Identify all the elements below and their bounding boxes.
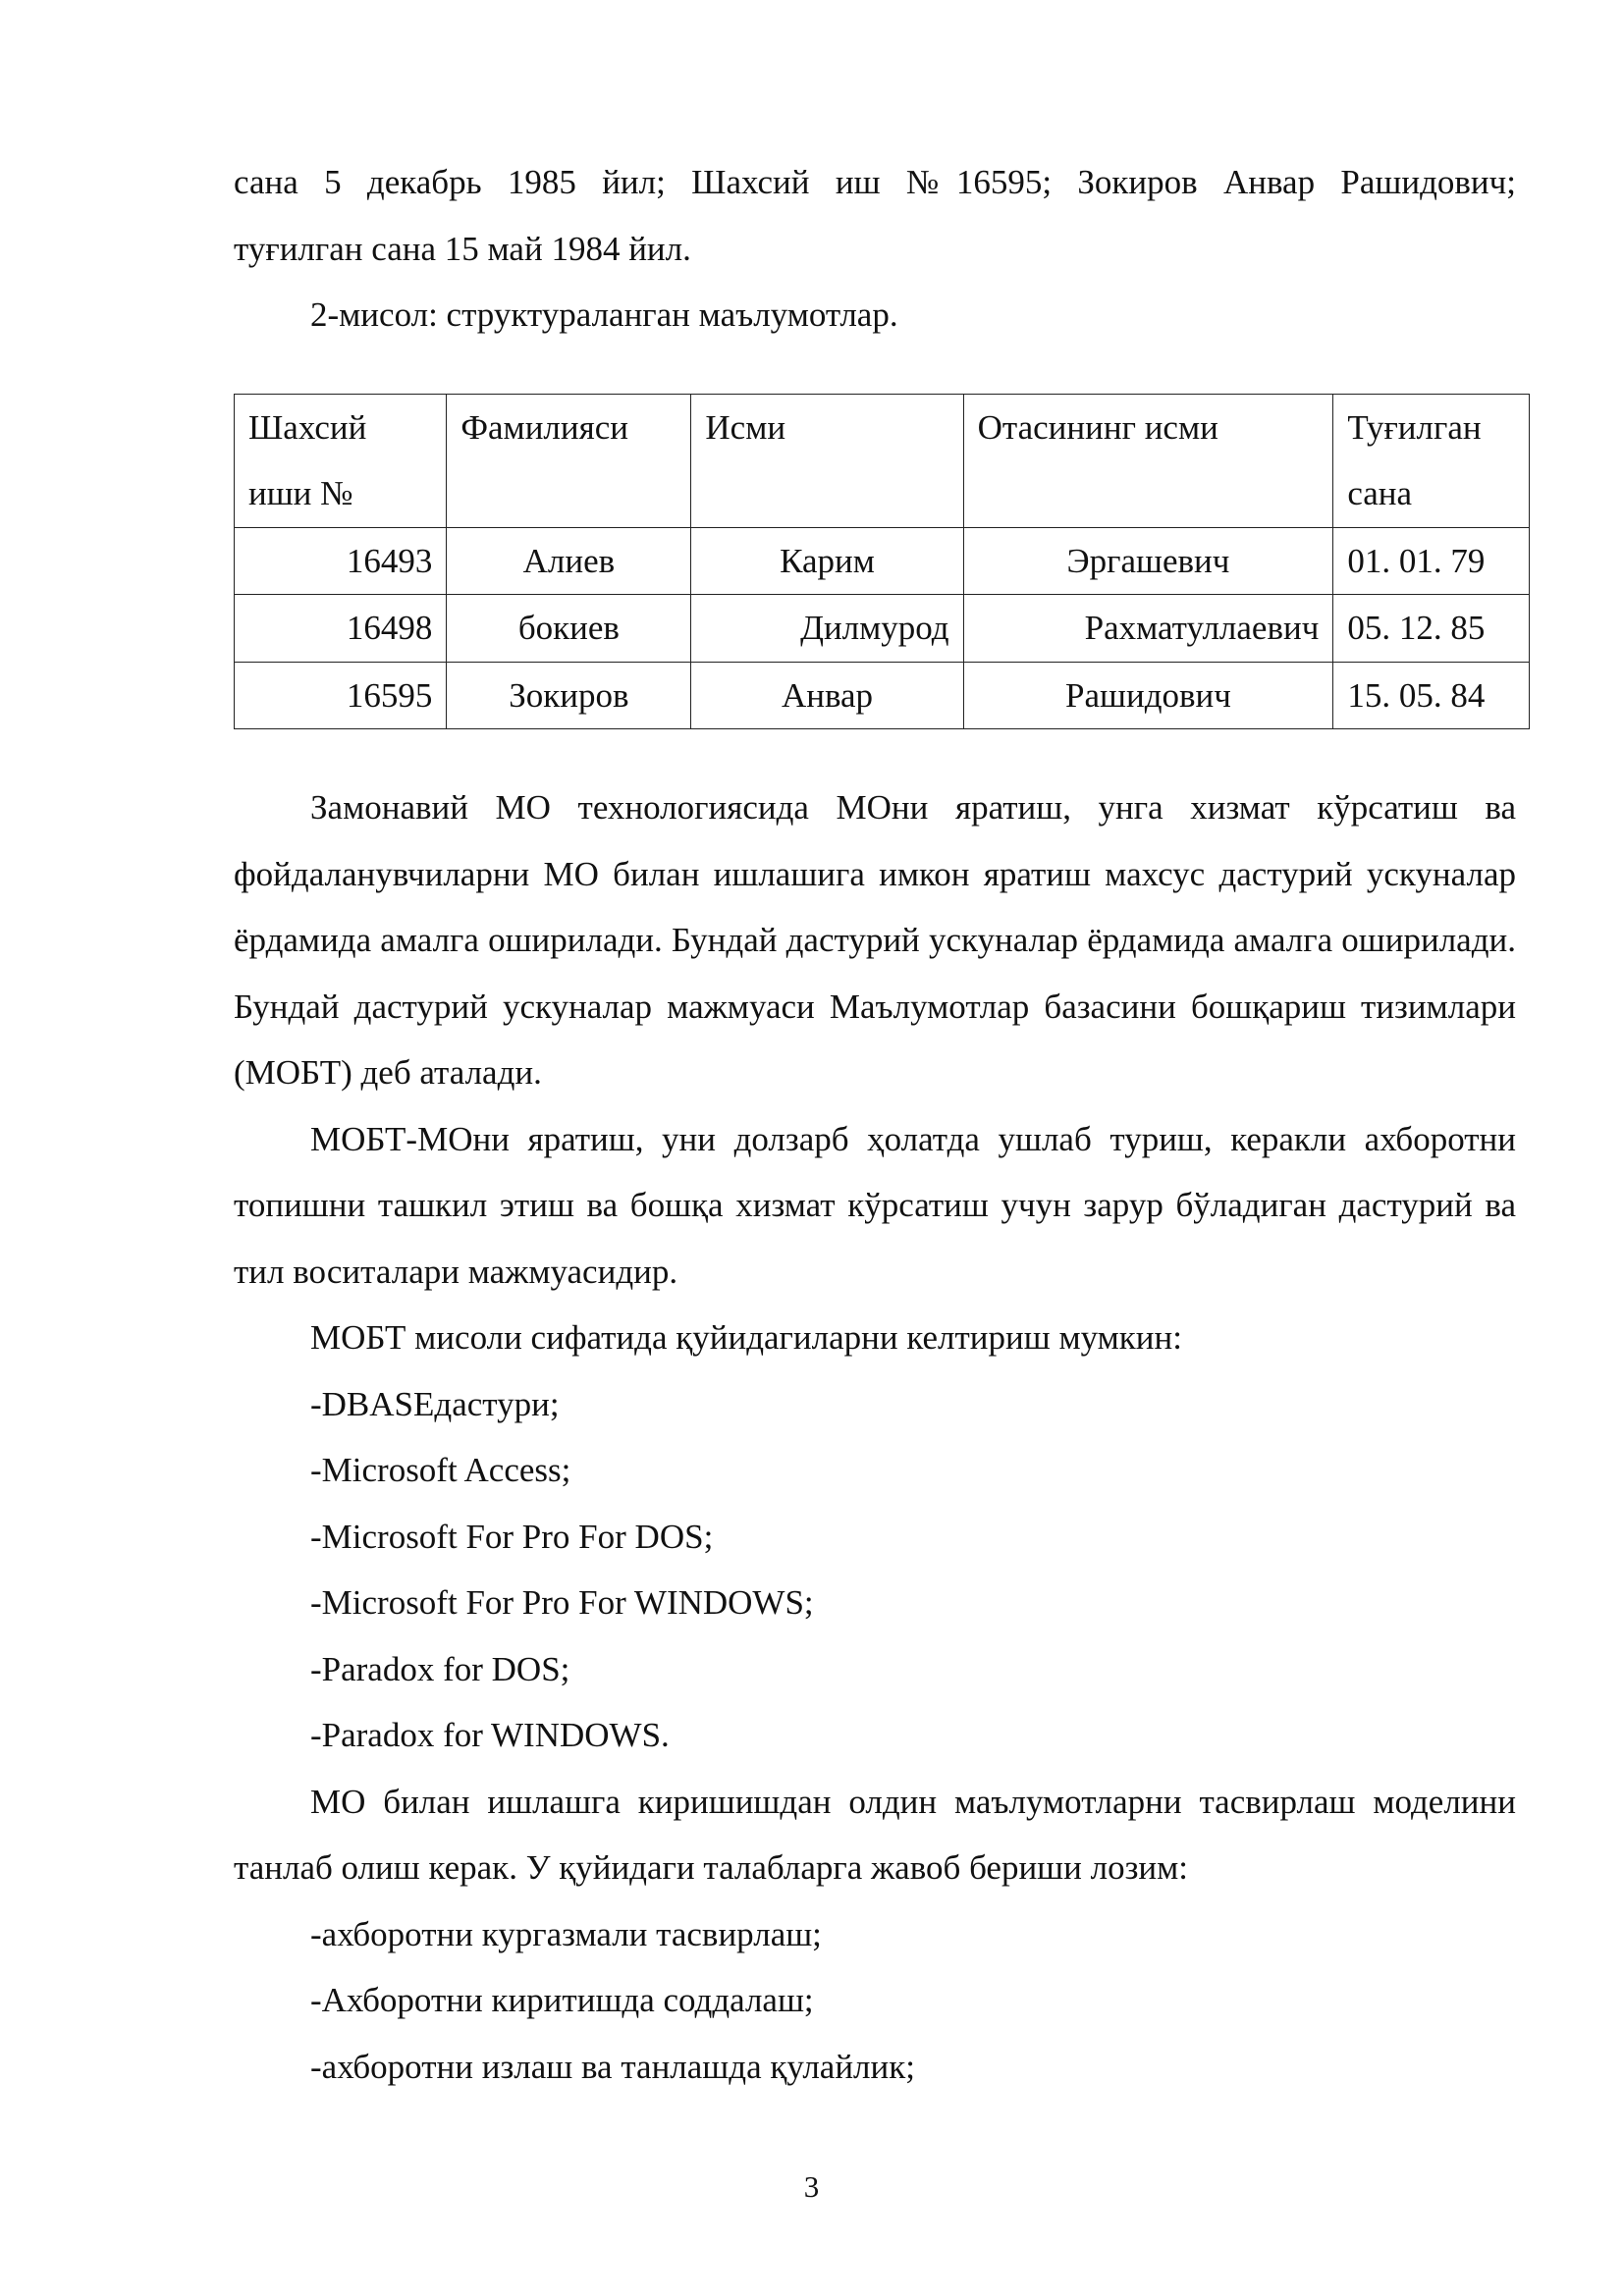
- table-row: [235, 527, 1530, 595]
- paragraph-dbms-examples-intro: МОБТ мисоли сифатида қуйидагиларни келтириш мумкин:: [310, 1318, 1182, 1357]
- cell-name: Дилмурод: [691, 595, 963, 663]
- table-row: [235, 595, 1530, 663]
- cell-birth-date: 15. 05. 84: [1333, 662, 1530, 729]
- cell-patronymic: Рахматуллаевич: [963, 595, 1333, 663]
- requirements-list: [234, 1901, 1516, 2101]
- cell-case-number: 16498: [235, 595, 447, 663]
- header-case-number: Шахсий иши №: [235, 394, 447, 527]
- list-item: -DBASEдастури;: [310, 1384, 560, 1423]
- table-row: [235, 662, 1530, 729]
- page-content: [234, 149, 1516, 2100]
- cell-surname: бокиев: [447, 595, 691, 663]
- cell-name: Карим: [691, 527, 963, 595]
- cell-case-number: 16493: [235, 527, 447, 595]
- cell-surname: Алиев: [447, 527, 691, 595]
- cell-patronymic: Эргашевич: [963, 527, 1333, 595]
- paragraph-model-selection: МО билан ишлашга киришишдан олдин маълумотларни тасвирлаш моделини танлаб олиш керак. У қуйидаги талабларга жавоб бериши лозим:: [234, 1782, 1516, 1887]
- list-item: -Ахборотни киритишда соддалаш;: [310, 1981, 814, 2019]
- header-name: Исми: [691, 394, 963, 527]
- cell-birth-date: 05. 12. 85: [1333, 595, 1530, 663]
- example-label: 2-мисол: структураланган маълумотлар.: [310, 295, 898, 334]
- table-header-row: [235, 394, 1530, 527]
- cell-birth-date: 01. 01. 79: [1333, 527, 1530, 595]
- cell-patronymic: Рашидович: [963, 662, 1333, 729]
- personal-records-table: [234, 394, 1530, 730]
- header-birth-date: Туғилган сана: [1333, 394, 1530, 527]
- paragraph-dbms-definition: МОБТ-МОни яратиш, уни долзарб ҳолатда ушлаб туриш, керакли ахборотни топишни ташкил этиш ва бошқа хизмат кўрсатиш учун зарур бўладиган дастурий ва тил воситалари мажмуасидир.: [234, 1119, 1516, 1291]
- cell-surname: Зокиров: [447, 662, 691, 729]
- list-item: -Paradox for WINDOWS.: [310, 1716, 670, 1754]
- list-item: -ахборотни кургазмали тасвирлаш;: [310, 1914, 822, 1953]
- header-surname: Фамилияси: [447, 394, 691, 527]
- table-wrapper: [234, 394, 1516, 730]
- list-item: -ахборотни излаш ва танлашда қулайлик;: [310, 2047, 915, 2086]
- intro-line-1: сана 5 декабрь 1985 йил; Шахсий иш №16595; Зокиров Анвар Рашидович;: [234, 163, 1516, 201]
- list-item: -Microsoft For Pro For DOS;: [310, 1517, 714, 1556]
- intro-line-2: туғилган сана 15 май 1984 йил.: [234, 229, 691, 268]
- dbms-example-list: [234, 1371, 1516, 1769]
- cell-case-number: 16595: [235, 662, 447, 729]
- list-item: -Paradox for DOS;: [310, 1649, 570, 1688]
- list-item: -Microsoft Access;: [310, 1451, 571, 1489]
- header-patronymic: Отасининг исми: [963, 394, 1333, 527]
- paragraph-dbms-technology: Замонавий МО технологиясида МОни яратиш, унга хизмат кўрсатиш ва фойдаланувчиларни МО билан ишлашига имкон яратиш махсус дастурий ускуналар ёрдамида амалга оширилади. Бундай дастурий ускуналар ёрдамида амалга оширилади. Бундай дастурий ускуналар мажмуаси Маълумотлар базасини бошқариш тизимлари (МОБТ) деб аталади.: [234, 788, 1516, 1092]
- list-item: -Microsoft For Pro For WINDOWS;: [310, 1583, 814, 1622]
- cell-name: Анвар: [691, 662, 963, 729]
- page-number: 3: [803, 2169, 820, 2204]
